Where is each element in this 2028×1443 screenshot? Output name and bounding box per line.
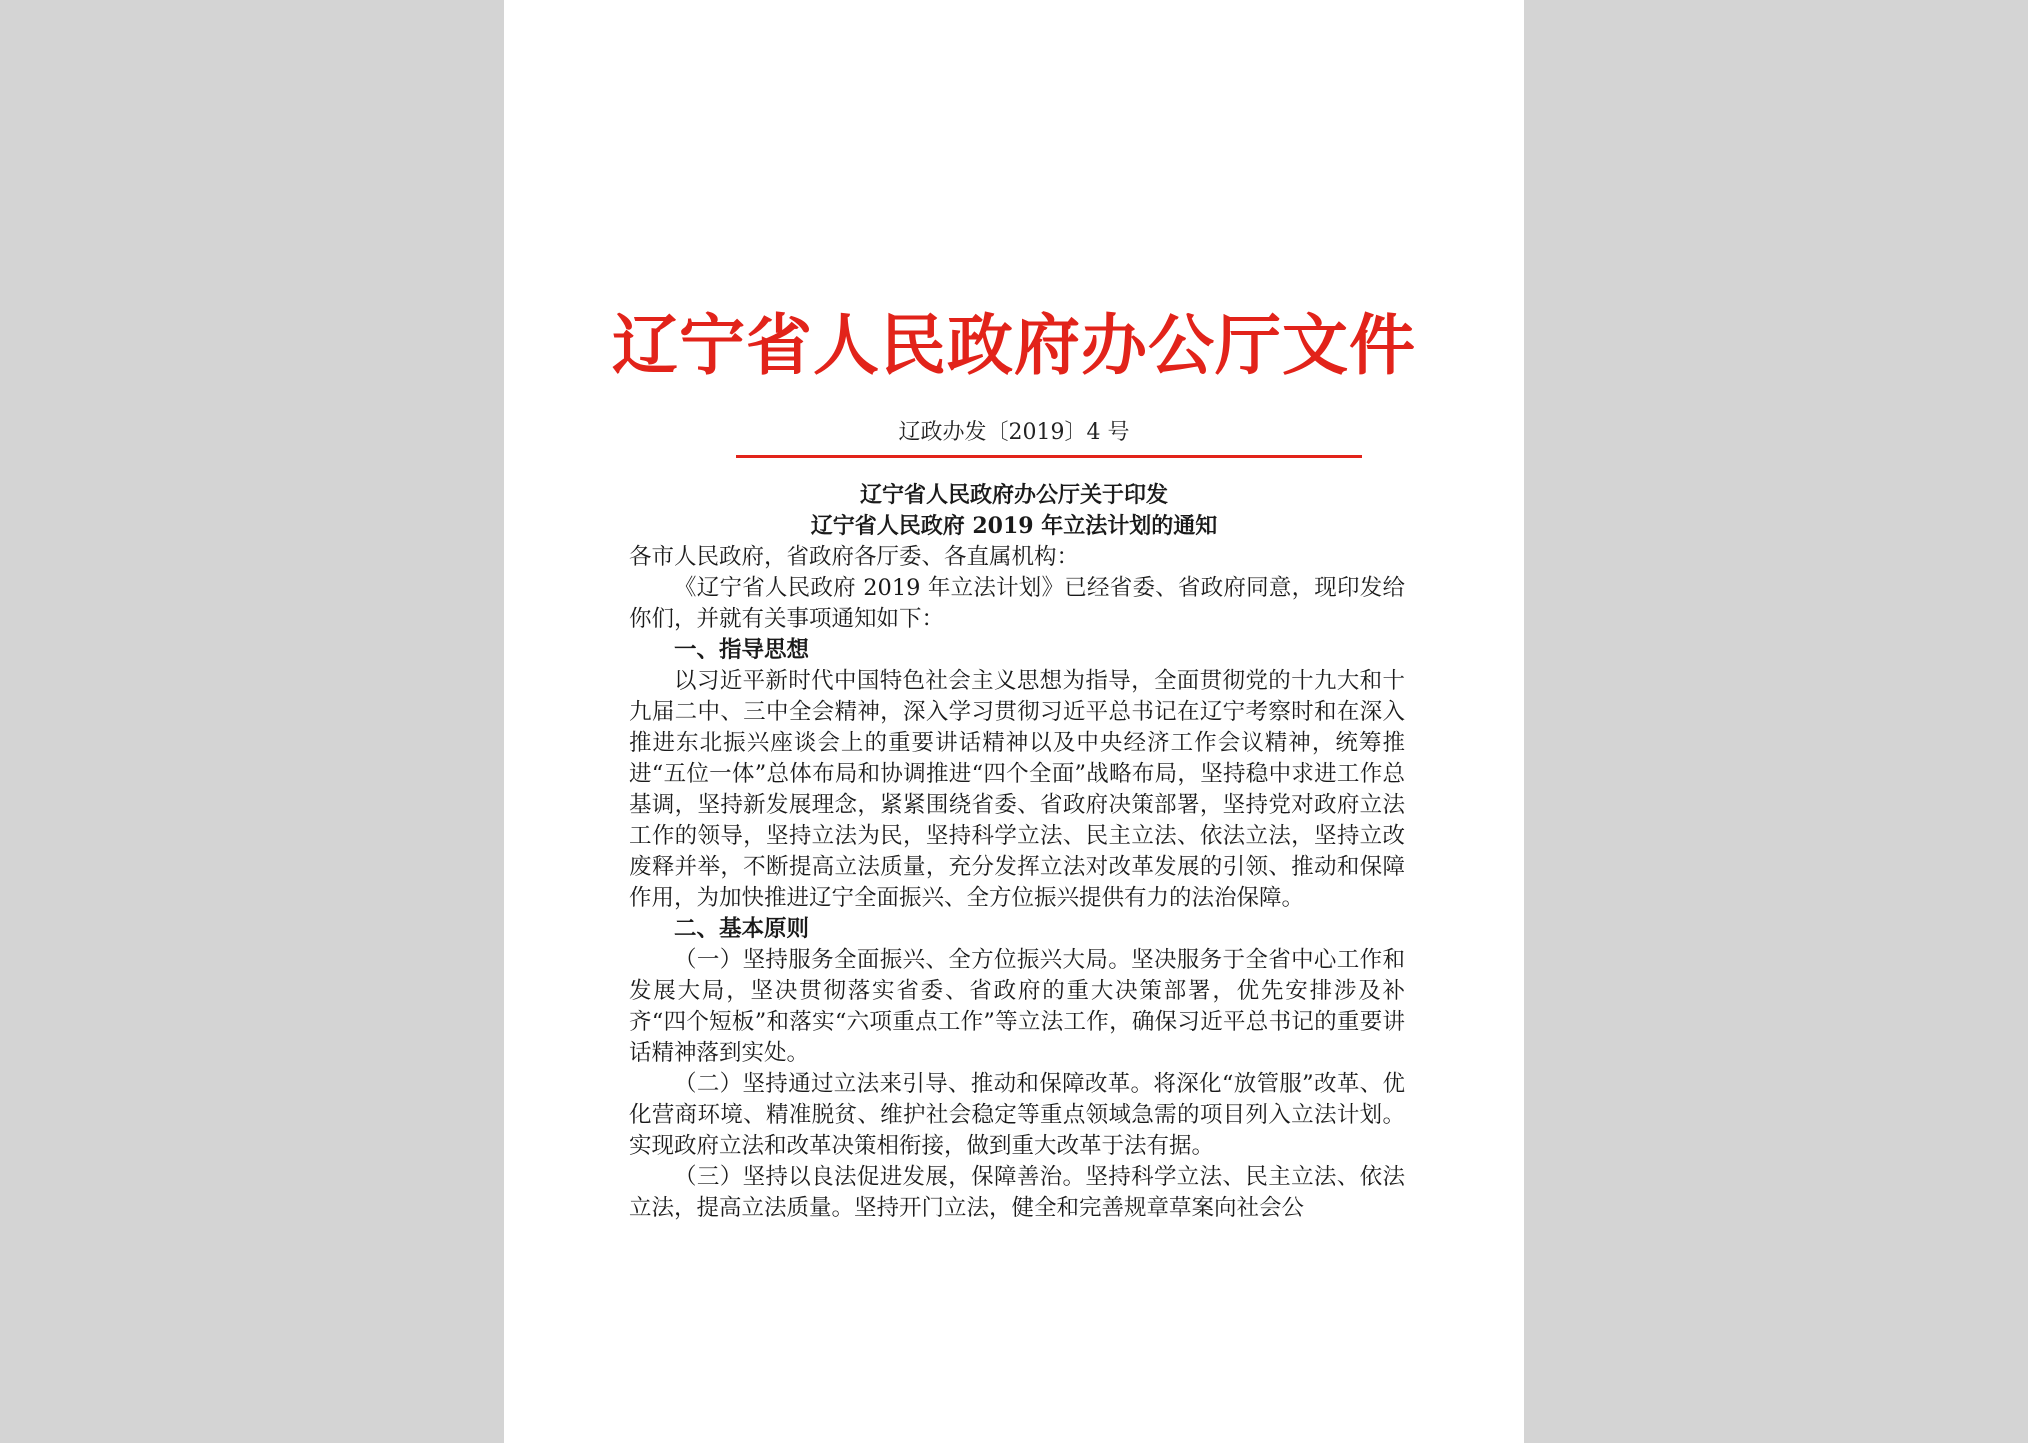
notice-body (629, 542, 1405, 1224)
notice-title-line-1: 辽宁省人民政府办公厅关于印发 (859, 482, 1168, 508)
document-page (504, 0, 1524, 1443)
section-heading-guiding-ideology: 一、指导思想 (674, 637, 810, 663)
section-heading-basic-principles: 二、基本原则 (674, 916, 810, 942)
guiding-ideology-paragraph: 以习近平新时代中国特色社会主义思想为指导，全面贯彻党的十九大和十九届二中、三中全会精神，深入学习贯彻习近平总书记在辽宁考察时和在深入推进东北振兴座谈会上的重要讲话精神以及中央经济工作会议精神，统筹推进“五位一体”总体布局和协调推进“四个全面”战略布局，坚持稳中求进工作总基调，坚持新发展理念，紧紧围绕省委、省政府决策部署，坚持党对政府立法工作的领导，坚持立法为民，坚持科学立法、民主立法、依法立法，坚持立改废释并举，不断提高立法质量，充分发挥立法对改革发展的引领、推动和保障作用，为加快推进辽宁全面振兴、全方位振兴提供有力的法治保障。 (629, 668, 1405, 911)
red-separator-line (736, 455, 1362, 458)
intro-paragraph: 《辽宁省人民政府 2019 年立法计划》已经省委、省政府同意，现印发给你们，并就有关事项通知如下： (629, 575, 1405, 632)
principle-paragraph-3: （三）坚持以良法促进发展，保障善治。坚持科学立法、民主立法、依法立法，提高立法质量。坚持开门立法，健全和完善规章草案向社会公 (629, 1164, 1405, 1221)
principle-paragraph-2: （二）坚持通过立法来引导、推动和保障改革。将深化“放管服”改革、优化营商环境、精准脱贫、维护社会稳定等重点领域急需的项目列入立法计划。实现政府立法和改革决策相衔接，做到重大改革于法有据。 (629, 1071, 1405, 1159)
document-number: 辽政办发〔2019〕4 号 (898, 420, 1130, 445)
principle-paragraph-1: （一）坚持服务全面振兴、全方位振兴大局。坚决服务于全省中心工作和发展大局，坚决贯彻落实省委、省政府的重大决策部署，优先安排涉及补齐“四个短板”和落实“六项重点工作”等立法工作，确保习近平总书记的重要讲话精神落到实处。 (629, 947, 1405, 1066)
notice-title-line-2: 辽宁省人民政府 2019 年立法计划的通知 (810, 513, 1218, 539)
issuer-header: 辽宁省人民政府办公厅文件 (612, 306, 1416, 384)
salutation: 各市人民政府，省政府各厅委、各直属机构： (629, 544, 1080, 570)
